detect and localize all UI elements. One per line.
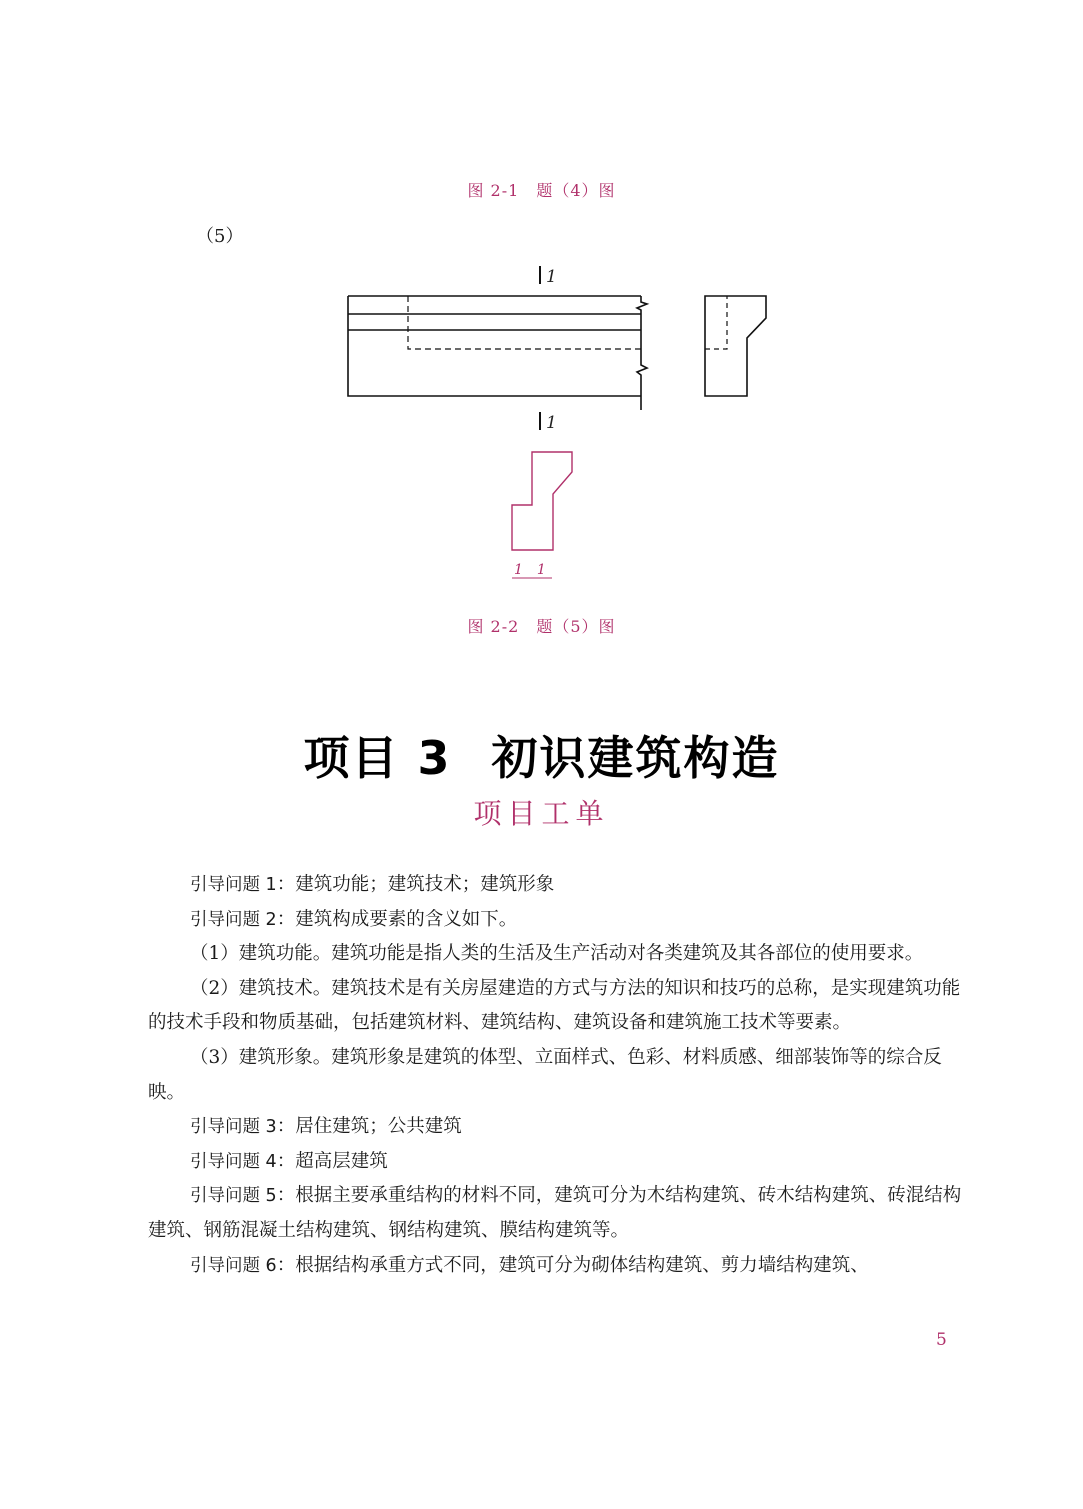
paragraph	[148, 868, 978, 903]
project-number: 项目 3	[303, 731, 452, 785]
paragraph-text: （2）建筑技术。建筑技术是有关房屋建造的方式与方法的知识和技巧的总称，是实现建筑功能的技术手段和物质基础，包括建筑材料、建筑结构、建筑设备和建筑施工技术等要素。	[148, 977, 961, 1034]
paragraph	[148, 1179, 978, 1248]
guide-question-label: 引导问题 6	[190, 1255, 277, 1276]
paragraph	[148, 1249, 978, 1284]
paragraph-text: ：超高层建筑	[276, 1150, 388, 1172]
section-mark-bottom-label: 1	[546, 413, 557, 433]
section-mark-top-label: 1	[546, 267, 557, 287]
section-1-1-view	[512, 452, 572, 550]
project-name: 初识建筑构造	[491, 731, 780, 785]
paragraph	[148, 1110, 978, 1145]
page-number: 5	[936, 1330, 947, 1350]
figure-2-2-drawing	[0, 0, 1083, 640]
guide-question-label: 引导问题 4	[190, 1151, 277, 1172]
paragraph-text: （3）建筑形象。建筑形象是建筑的体型、立面样式、色彩、材料质感、细部装饰等的综合反映。	[148, 1046, 942, 1103]
paragraph-text: （1）建筑功能。建筑功能是指人类的生活及生产活动对各类建筑及其各部位的使用要求。	[190, 943, 924, 965]
paragraph-text: ：建筑构成要素的含义如下。	[276, 908, 518, 930]
elevation-view	[348, 296, 647, 410]
figure-2-2-caption: 图 2-2 题（5）图	[467, 617, 616, 636]
paragraph-text: ：建筑功能；建筑技术；建筑形象	[276, 874, 555, 895]
section-1-1-label: 1 1	[514, 562, 546, 578]
figure-2-1-caption: 图 2-1 题（4）图	[467, 181, 616, 200]
project-subtitle: 项目工单	[473, 797, 610, 830]
body-text	[148, 868, 978, 1283]
paragraph	[148, 1041, 978, 1110]
paragraph-text: ：根据主要承重结构的材料不同，建筑可分为木结构建筑、砖木结构建筑、砖混结构建筑、钢筋混凝土结构建筑、钢结构建筑、膜结构建筑等。	[148, 1185, 962, 1241]
question-5-number: （5）	[196, 226, 244, 247]
paragraph	[148, 937, 978, 972]
side-view	[705, 296, 766, 396]
guide-question-label: 引导问题 3	[190, 1117, 277, 1138]
paragraph-text: ：根据结构承重方式不同，建筑可分为砌体结构建筑、剪力墙结构建筑、	[276, 1254, 869, 1276]
guide-question-label: 引导问题 1	[190, 875, 277, 895]
guide-question-label: 引导问题 5	[190, 1186, 277, 1207]
paragraph	[148, 903, 978, 938]
project-title	[0, 722, 1083, 788]
paragraph-text: ：居住建筑；公共建筑	[276, 1116, 462, 1138]
paragraph	[148, 972, 978, 1041]
guide-question-label: 引导问题 2	[190, 909, 277, 930]
paragraph	[148, 1145, 978, 1180]
